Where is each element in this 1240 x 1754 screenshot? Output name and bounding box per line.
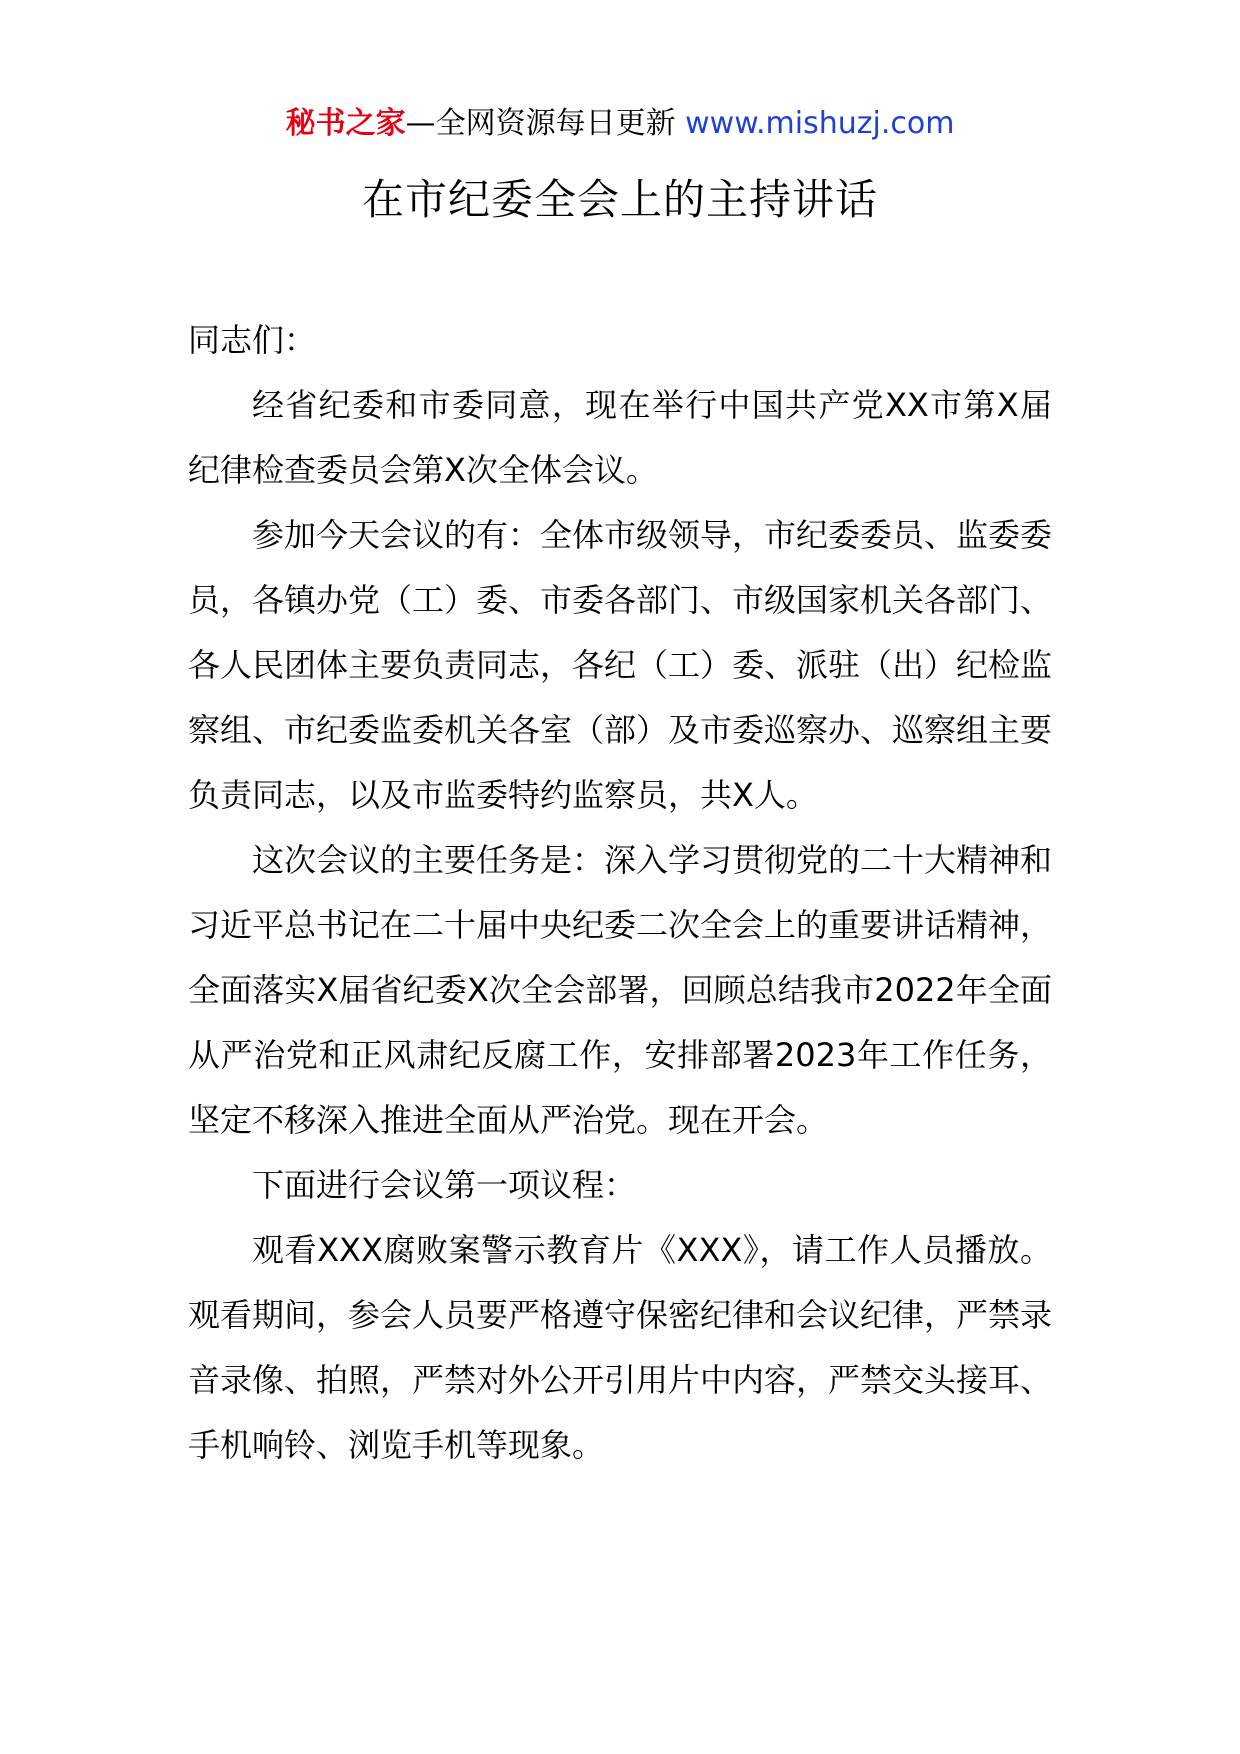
site-header bbox=[188, 100, 1052, 148]
paragraph: 观看XXX腐败案警示教育片《XXX》，请工作人员播放。观看期间，参会人员要严格遵守保密纪律和会议纪律，严禁录音录像、拍照，严禁对外公开引用片中内容，严禁交头接耳、手机响铃、浏览手机等现象。 bbox=[188, 1231, 1053, 1464]
paragraph: 这次会议的主要任务是：深入学习贯彻党的二十大精神和习近平总书记在二十届中央纪委二次全会上的重要讲话精神，全面落实X届省纪委X次全会部署，回顾总结我市2022年全面从严治党和正风肃纪反腐工作，安排部署2023年工作任务，坚定不移深入推进全面从严治党。现在开会。 bbox=[188, 841, 1053, 1139]
header-dash: — bbox=[405, 106, 436, 141]
document-title: 在市纪委全会上的主持讲话 bbox=[361, 175, 878, 224]
site-url-link[interactable]: www.mishuzj.com bbox=[685, 106, 955, 141]
document-body bbox=[188, 308, 1052, 1478]
header-tagline: 全网资源每日更新 bbox=[435, 106, 686, 141]
brand-name: 秘书之家 bbox=[285, 106, 406, 141]
greeting: 同志们： bbox=[188, 321, 317, 359]
paragraph: 参加今天会议的有：全体市级领导，市纪委委员、监委委员，各镇办党（工）委、市委各部门、市级国家机关各部门、各人民团体主要负责同志，各纪（工）委、派驻（出）纪检监察组、市纪委监委机关各室（部）及市委巡察办、巡察组主要负责同志，以及市监委特约监察员，共X人。 bbox=[188, 516, 1053, 814]
paragraph: 经省纪委和市委同意，现在举行中国共产党XX市第X届纪律检查委员会第X次全体会议。 bbox=[188, 386, 1052, 489]
paragraph: 下面进行会议第一项议程： bbox=[252, 1166, 637, 1204]
